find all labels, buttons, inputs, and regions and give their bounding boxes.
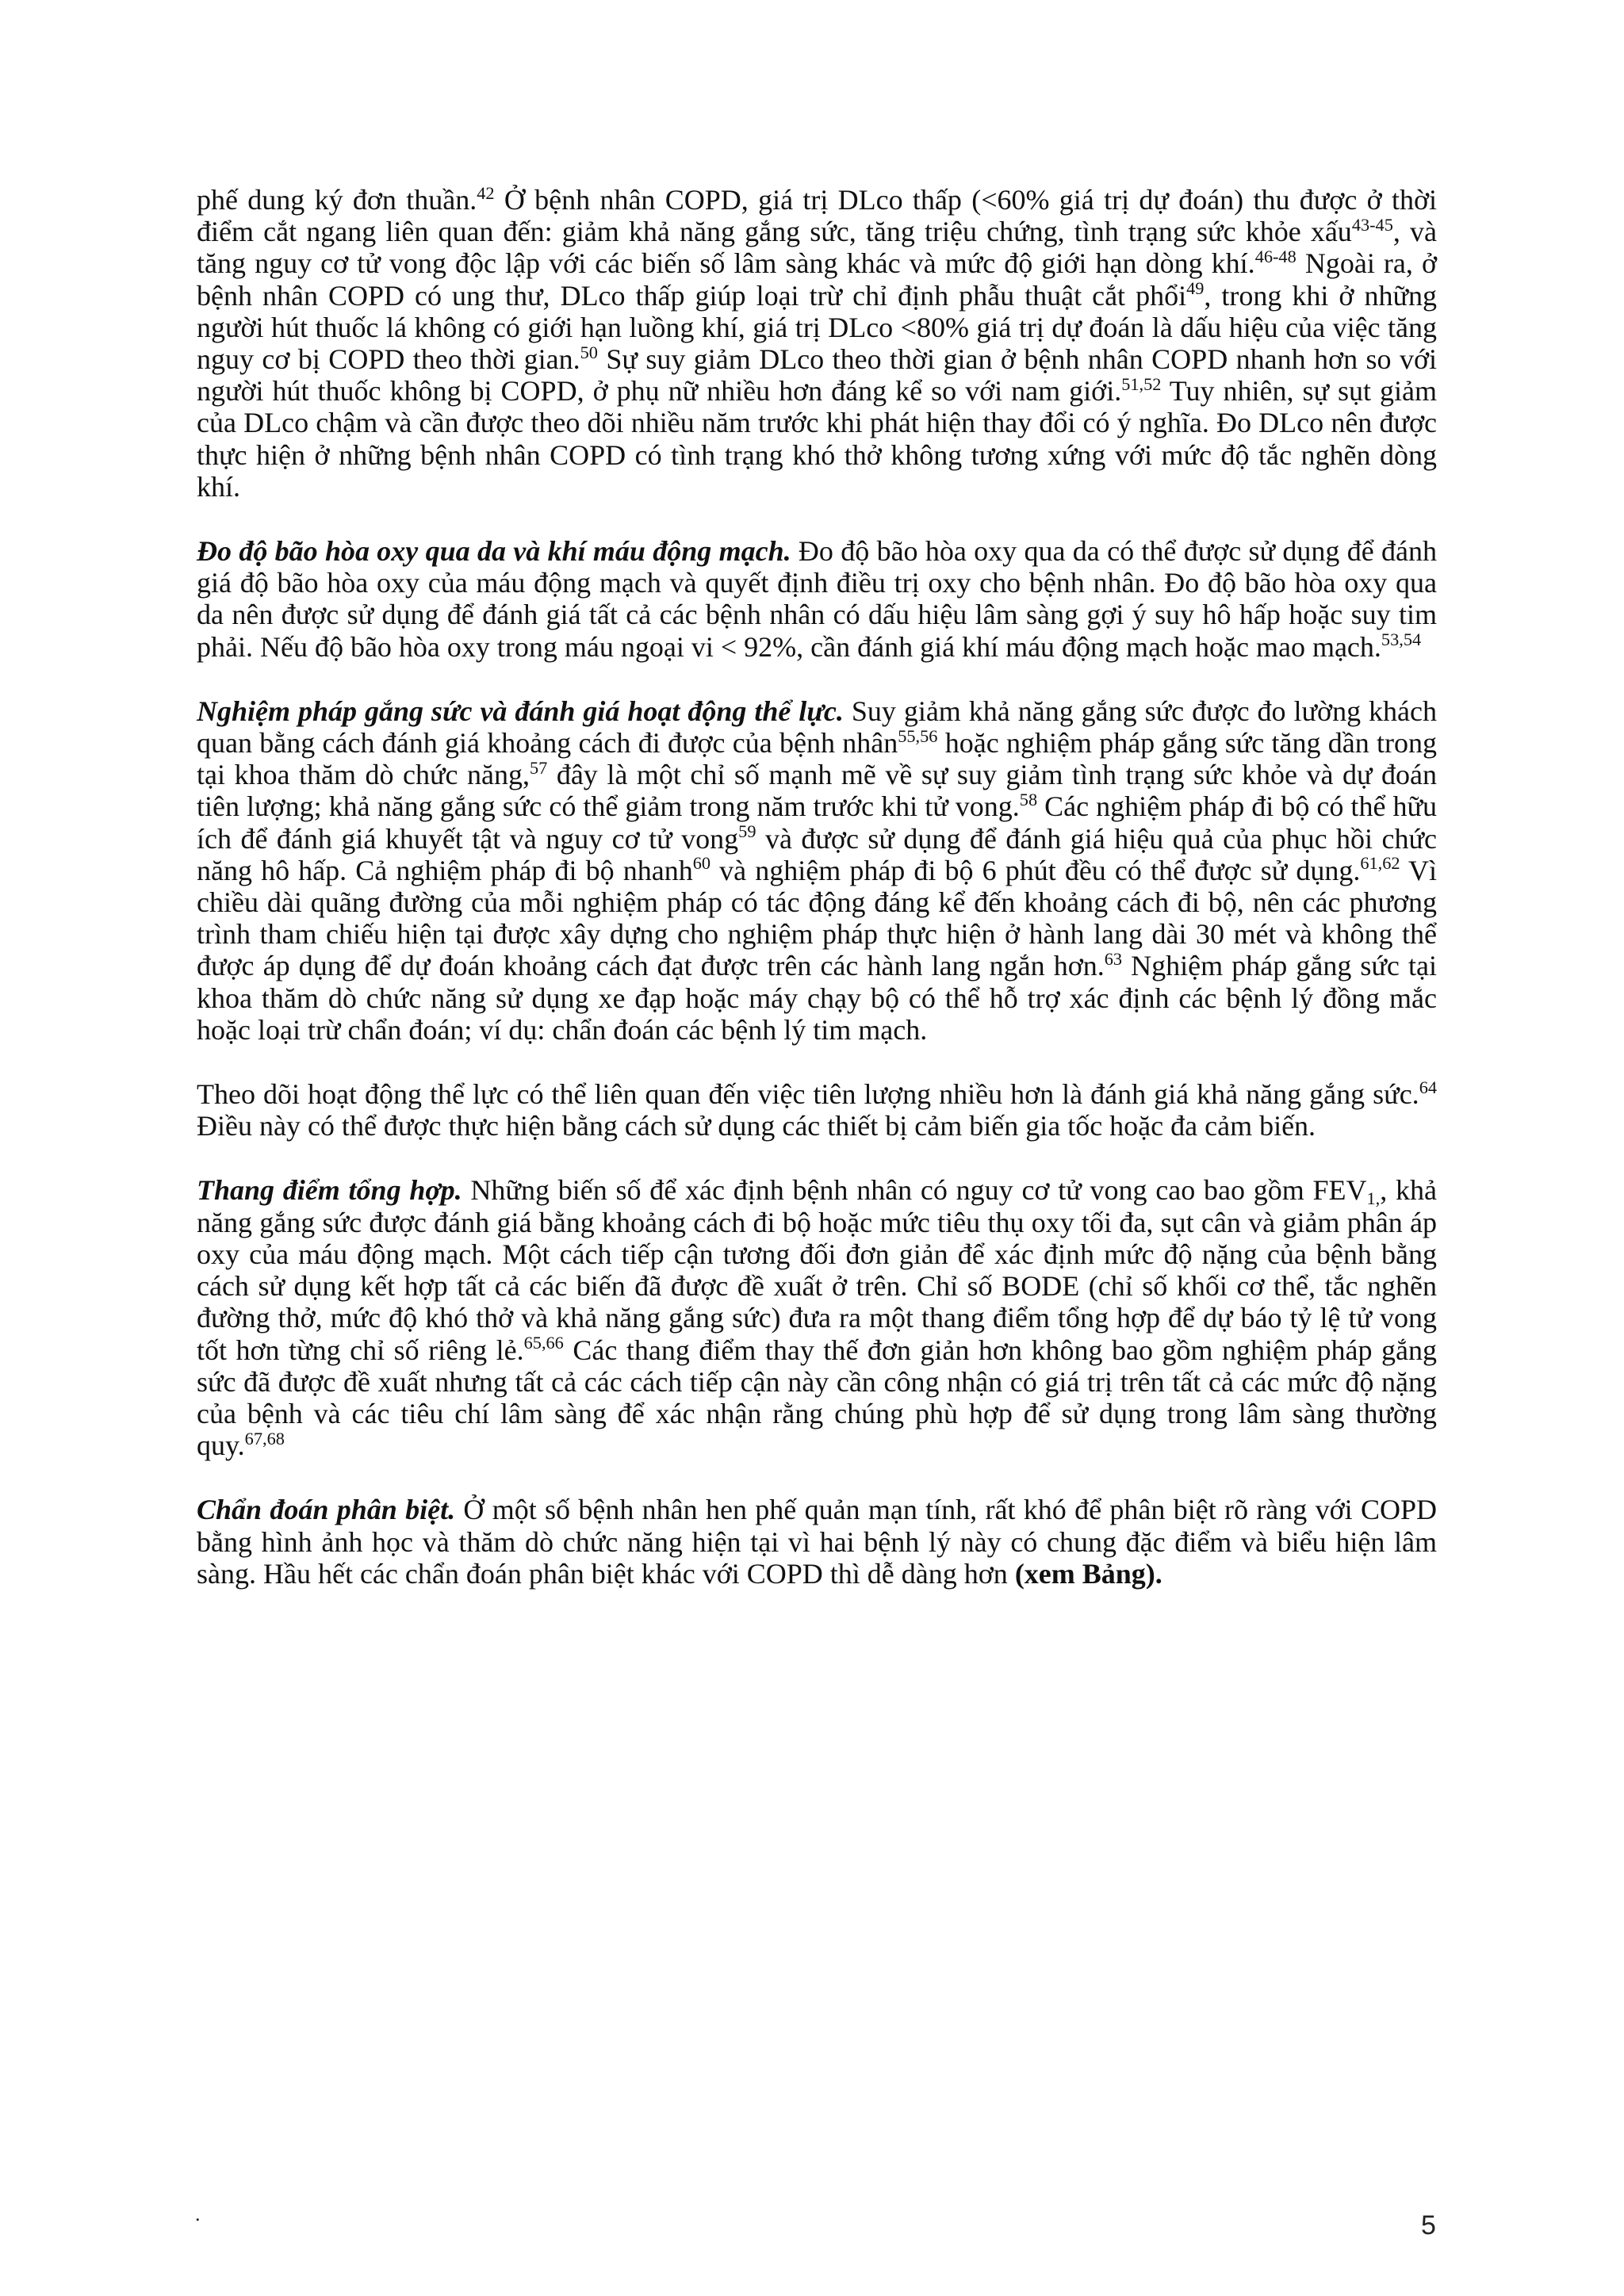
text-run: Tuy nhiên, sự sụt giảm của DLco chậm và cần được theo dõi nhiều năm trước khi phát hiện thay đổi có ý nghĩa. Đo DLco nên được thực hiện ở những bệnh nhân COPD có tình trạng khó thở không tương xứng với mức độ tắc nghẽn dòng khí. — [197, 375, 1437, 503]
text-run: , khả năng gắng sức được đánh giá bằng khoảng cách đi bộ hoặc mức tiêu thụ oxy tối đa, sụt cân và giảm phân áp oxy của máu động mạch. Một cách tiếp cận tương đối đơn giản để xác định mức độ nặng của bệnh bằng cách sử dụng kết hợp tất cả các biến đã được đề xuất ở trên. Chỉ số BODE (chỉ số khối cơ thể, tắc nghẽn đường thở, mức độ khó thở và khả năng gắng sức) đưa ra một thang điểm tổng hợp để dự báo tỷ lệ tử vong tốt hơn từng chỉ số riêng lẻ. — [197, 1174, 1437, 1366]
text-run: Suy giảm khả năng gắng sức được đo lường khách quan bằng cách đánh giá khoảng cách đi được của bệnh nhân — [197, 695, 1437, 760]
citation-superscript: 58 — [1019, 790, 1038, 810]
table-reference: (xem Bảng). — [1014, 1557, 1162, 1590]
paragraph — [197, 695, 1437, 1046]
text-run: Ngoài ra, ở bệnh nhân COPD có ung thư, DLco thấp giúp loại trừ chỉ định phẫu thuật cắt phổi — [197, 247, 1438, 312]
page-number: 5 — [1421, 2210, 1436, 2241]
section-heading: Thang điểm tổng hợp. — [197, 1174, 462, 1207]
text-run: Ở một số bệnh nhân hen phế quản mạn tính, rất khó để phân biệt rõ ràng với COPD bằng hình ảnh học và thăm dò chức năng hiện tại vì hai bệnh lý này có chung đặc điểm và biểu hiện lâm sàng. Hầu hết các chẩn đoán phân biệt khác với COPD thì dễ dàng hơn — [197, 1494, 1437, 1590]
paragraph — [197, 535, 1437, 663]
citation-superscript: 67,68 — [244, 1428, 285, 1448]
subscript: 1, — [1366, 1188, 1381, 1209]
section-heading: Đo độ bão hòa oxy qua da và khí máu động mạch. — [197, 535, 791, 568]
citation-superscript: 55,56 — [898, 725, 938, 746]
citation-superscript: 51,52 — [1121, 373, 1162, 394]
text-run: Các thang điểm thay thế đơn giản hơn không bao gồm nghiệm pháp gắng sức đã được đề xuất nhưng tất cả các cách tiếp cận này cần công nhận có giá trị trên tất cả các mức độ nặng của bệnh và các tiêu chí lâm sàng để xác nhận rằng chúng phù hợp để sử dụng trong lâm sàng thường quy. — [197, 1334, 1437, 1462]
citation-superscript: 61,62 — [1360, 853, 1400, 874]
citation-superscript: 53,54 — [1381, 629, 1422, 650]
citation-superscript: 57 — [530, 757, 548, 778]
body-text — [197, 184, 1437, 1590]
citation-superscript: 64 — [1419, 1077, 1437, 1097]
paragraph — [197, 1174, 1437, 1461]
text-run: Vì chiều dài quãng đường của mỗi nghiệm pháp có tác động đáng kể đến khoảng cách đi bộ, nên các phương trình tham chiếu hiện tại được xây dựng cho nghiệm pháp thực hiện ở hành lang dài 30 mét và không thể được áp dụng để dự đoán khoảng cách đạt được trên các hành lang ngắn hơn. — [197, 854, 1438, 982]
citation-superscript: 43-45 — [1351, 214, 1393, 235]
text-run: , trong khi ở những người hút thuốc lá không có giới hạn luồng khí, giá trị DLco <80% giá trị dự đoán là dấu hiệu của việc tăng nguy cơ bị COPD theo thời gian. — [197, 279, 1437, 376]
text-run: đây là một chỉ số mạnh mẽ về sự suy giảm tình trạng sức khỏe và dự đoán tiên lượng; khả năng gắng sức có thể giảm trong năm trước khi tử vong. — [197, 759, 1438, 823]
text-run: Sự suy giảm DLco theo thời gian ở bệnh nhân COPD nhanh hơn so với người hút thuốc không bị COPD, ở phụ nữ nhiều hơn đáng kể so với nam giới. — [197, 343, 1437, 408]
text-run: Điều này có thể được thực hiện bằng cách sử dụng các thiết bị cảm biến gia tốc hoặc đa cảm biến. — [197, 1110, 1316, 1142]
text-run: Nghiệm pháp gắng sức tại khoa thăm dò chức năng sử dụng xe đạp hoặc máy chạy bộ có thể hỗ trợ xác định các bệnh lý đồng mắc hoặc loại trừ chẩn đoán; ví dụ: chẩn đoán các bệnh lý tim mạch. — [197, 950, 1437, 1046]
text-run: Ở bệnh nhân COPD, giá trị DLco thấp (<60% giá trị dự đoán) thu được ở thời điểm cắt ngang liên quan đến: giảm khả năng gắng sức, tăng triệu chứng, tình trạng sức khỏe xấu — [197, 184, 1438, 248]
text-run: và được sử dụng để đánh giá hiệu quả của phục hồi chức năng hô hấp. Cả nghiệm pháp đi bộ nhanh — [197, 822, 1437, 886]
text-run: Các nghiệm pháp đi bộ có thể hữu ích để đánh giá khuyết tật và nguy cơ tử vong — [197, 790, 1437, 855]
footer-mark: . — [195, 2202, 201, 2225]
citation-superscript: 46-48 — [1254, 247, 1297, 267]
text-run: và nghiệm pháp đi bộ 6 phút đều có thể được sử dụng. — [710, 854, 1361, 886]
citation-superscript: 60 — [692, 853, 711, 874]
text-run: Theo dõi hoạt động thể lực có thể liên quan đến việc tiên lượng nhiều hơn là đánh giá khả năng gắng sức. — [197, 1078, 1419, 1111]
text-run: Những biến số để xác định bệnh nhân có nguy cơ tử vong cao bao gồm FEV — [462, 1174, 1367, 1207]
section-heading: Chẩn đoán phân biệt. — [197, 1494, 456, 1526]
paragraph — [197, 184, 1437, 503]
citation-superscript: 42 — [477, 182, 495, 203]
citation-superscript: 59 — [738, 821, 756, 842]
text-run: hoặc nghiệm pháp gắng sức tăng dần trong tại khoa thăm dò chức năng, — [197, 727, 1437, 791]
citation-superscript: 49 — [1186, 278, 1205, 299]
citation-superscript: 65,66 — [523, 1333, 564, 1353]
text-run: Đo độ bão hòa oxy qua da có thể được sử dụng để đánh giá độ bão hòa oxy của máu động mạch và quyết định điều trị oxy cho bệnh nhân. Đo độ bão hòa oxy qua da nên được sử dụng để đánh giá tất cả các bệnh nhân có dấu hiệu lâm sàng gợi ý suy hô hấp hoặc suy tim phải. Nếu độ bão hòa oxy trong máu ngoại vi < 92%, cần đánh giá khí máu động mạch hoặc mao mạch. — [197, 535, 1437, 663]
paragraph — [197, 1494, 1437, 1590]
citation-superscript: 63 — [1104, 949, 1123, 970]
text-run: , và tăng nguy cơ tử vong độc lập với các biến số lâm sàng khác và mức độ giới hạn dòng khí. — [197, 216, 1438, 280]
paragraph — [197, 1078, 1437, 1142]
citation-superscript: 50 — [580, 342, 598, 362]
text-run: phế dung ký đơn thuần. — [197, 184, 477, 216]
section-heading: Nghiệm pháp gắng sức và đánh giá hoạt động thể lực. — [197, 695, 844, 727]
